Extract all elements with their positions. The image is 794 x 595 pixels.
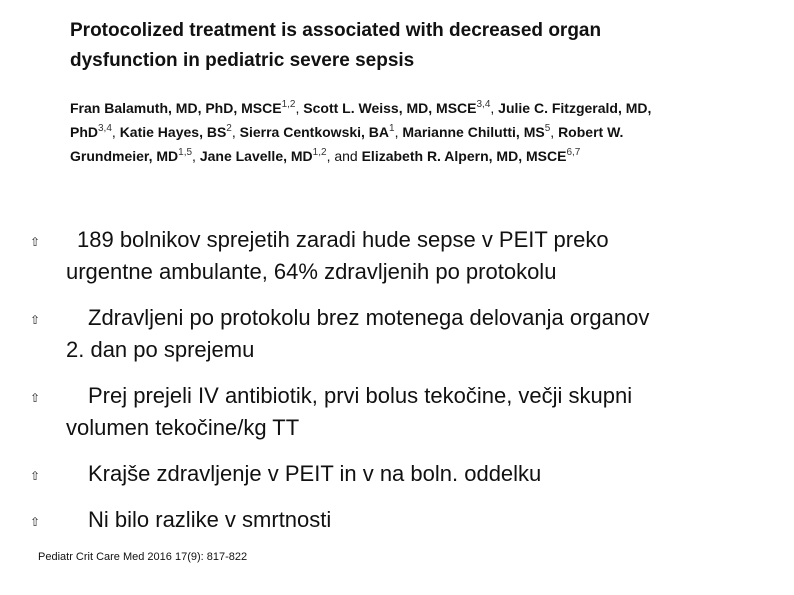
up-arrow-outline-icon: ⇧ xyxy=(30,313,41,327)
author-affiliation: 3,4 xyxy=(98,123,112,134)
bullet-text-line-2: urgentne ambulante, 64% zdravljenih po protokolu xyxy=(66,259,557,284)
paper-title xyxy=(70,16,750,76)
author-name: Grundmeier, MD xyxy=(70,148,179,164)
up-arrow-outline-icon: ⇧ xyxy=(30,469,41,483)
author-name: Julie C. Fitzgerald, MD, xyxy=(498,100,652,116)
author-affiliation: 1 xyxy=(389,123,395,134)
author-affiliation: 6,7 xyxy=(566,147,581,158)
bullet-text-line-2: 2. dan po sprejemu xyxy=(66,337,255,362)
author-name: Robert W. xyxy=(558,124,624,140)
author-affiliation: 2 xyxy=(226,123,232,134)
author-affiliation: 1,2 xyxy=(312,147,327,158)
paper-title-line-1: Protocolized treatment is associated with decreased organ xyxy=(70,20,602,41)
author-name: Elizabeth R. Alpern, MD, MSCE xyxy=(361,148,567,164)
author-list xyxy=(70,96,760,168)
bullet-text-line-1: Ni bilo razlike v smrtnosti xyxy=(88,507,332,532)
author-name: Katie Hayes, BS xyxy=(119,124,227,140)
author-line-2: PhD$^{3,4}$, Katie Hayes, $BS^2$, Sierra Centkowski, $BA^1$, Marianne Chilutti, $MS^5$, Robert W. xyxy=(70,123,624,140)
up-arrow-outline-icon: ⇧ xyxy=(30,515,41,529)
bullet-text-line-1: 189 bolnikov sprejetih zaradi hude sepse v PEIT preko xyxy=(77,227,609,252)
author-name: Scott L. Weiss, MD, MSCE xyxy=(303,100,477,116)
author-affiliation: 1,2 xyxy=(281,99,296,110)
author-name: Jane Lavelle, MD xyxy=(199,148,313,164)
author-affiliation: 3,4 xyxy=(476,99,491,110)
author-name: Marianne Chilutti, MS xyxy=(402,124,545,140)
bullet-text-line-1: Prej prejeli IV antibiotik, prvi bolus tekočine, večji skupni xyxy=(88,383,633,408)
author-name: Sierra Centkowski, BA xyxy=(239,124,390,140)
bullet-text-line-2: volumen tekočine/kg TT xyxy=(66,415,300,440)
author-line-1: Fran Balamuth, MD, PhD, MSCE$^{1,2}$, Scott L. Weiss, MD, MSCE$^{3,4}$, Julie C. Fitzgerald, MD, xyxy=(70,99,652,116)
up-arrow-outline-icon: ⇧ xyxy=(30,391,41,405)
author-affiliation: 5 xyxy=(544,123,551,134)
bullet-text-line-1: Krajše zdravljenje v PEIT in v na boln. oddelku xyxy=(88,461,542,486)
bullet-text-line-1: Zdravljeni po protokolu brez motenega delovanja organov xyxy=(88,305,650,330)
citation: Pediatr Crit Care Med 2016 17(9): 817-822 xyxy=(38,551,248,563)
author-conjunction: and xyxy=(334,148,358,164)
paper-title-line-2: dysfunction in pediatric severe sepsis xyxy=(70,50,415,71)
author-affiliation: 1,5 xyxy=(178,147,193,158)
author-line-3: Grundmeier, MD$^{1,5}$, Jane Lavelle, MD$^{1,2}$, and Elizabeth R. Alpern, MD, MSCE$^{6,7}$ xyxy=(70,147,581,164)
up-arrow-outline-icon: ⇧ xyxy=(30,235,41,249)
author-name: Fran Balamuth, MD, PhD, MSCE xyxy=(70,100,282,116)
author-name: PhD xyxy=(70,124,98,140)
